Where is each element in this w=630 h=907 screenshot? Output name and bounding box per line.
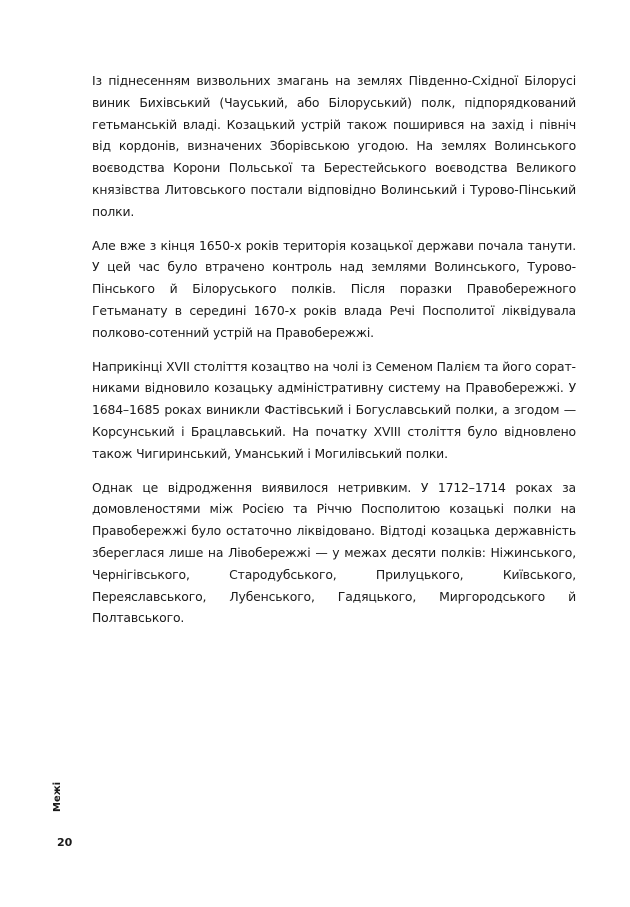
running-section-label <box>52 780 68 812</box>
paragraph-1: Із піднесенням визвольних змагань на землях Південно-Східної Білорусі виник Бихівський (Чауський, або Білоруський) полк, підпорядкований гетьманській владі. Козацький устрій також поширився на захід і північ від кордонів, визначених Зборівською угодою. На землях Волинського воєводства Корони Польської та Берестейського воєводства Великого князівства Литовського постали відповідно Волинський і Турово-Пінський полки. <box>92 73 576 219</box>
paragraph-3: Наприкінці XVII століття козацтво на чолі із Семеном Палієм та його соратниками відновило козацьку адміністративну систему на Правобережжі. У 1684–1685 роках виникли Фастівський і Богуславський полки, а згодом — Корсунський і Брацлавський. На початку XVIII століття було відновлено також Чигиринський, Уманський і Могилівський полки. <box>92 358 576 461</box>
section-label-text: Межі <box>52 781 63 812</box>
paragraph-4: Однак це відродження виявилося нетривким. У 1712–1714 роках за домовленостями між Росією та Річчю Посполитою козацькі полки на Правобережжі було остаточно ліквідовано. Відтоді козацька державність збереглася лише на Лівобережжі — у межах десяти полків: Ніжинського, Чернігівського, Стародубського, Прилуцького, Київського, Переяславського, Лубенського, Гадяцького, Миргородського й Полтавського. <box>92 479 576 626</box>
paragraph-2: Але вже з кінця 1650-х років територія козацької держави почала танути. У цей час було втрачено контроль над землями Волинського, Турово-Пінського й Білоруського полків. Після поразки Правобережного Гетьманату в середині 1670-х років влада Речі Посполитої ліквідувала полково-сотенний устрій на Правобережжі. <box>92 237 576 340</box>
body-text <box>92 70 576 641</box>
page-number: 20 <box>57 836 73 849</box>
